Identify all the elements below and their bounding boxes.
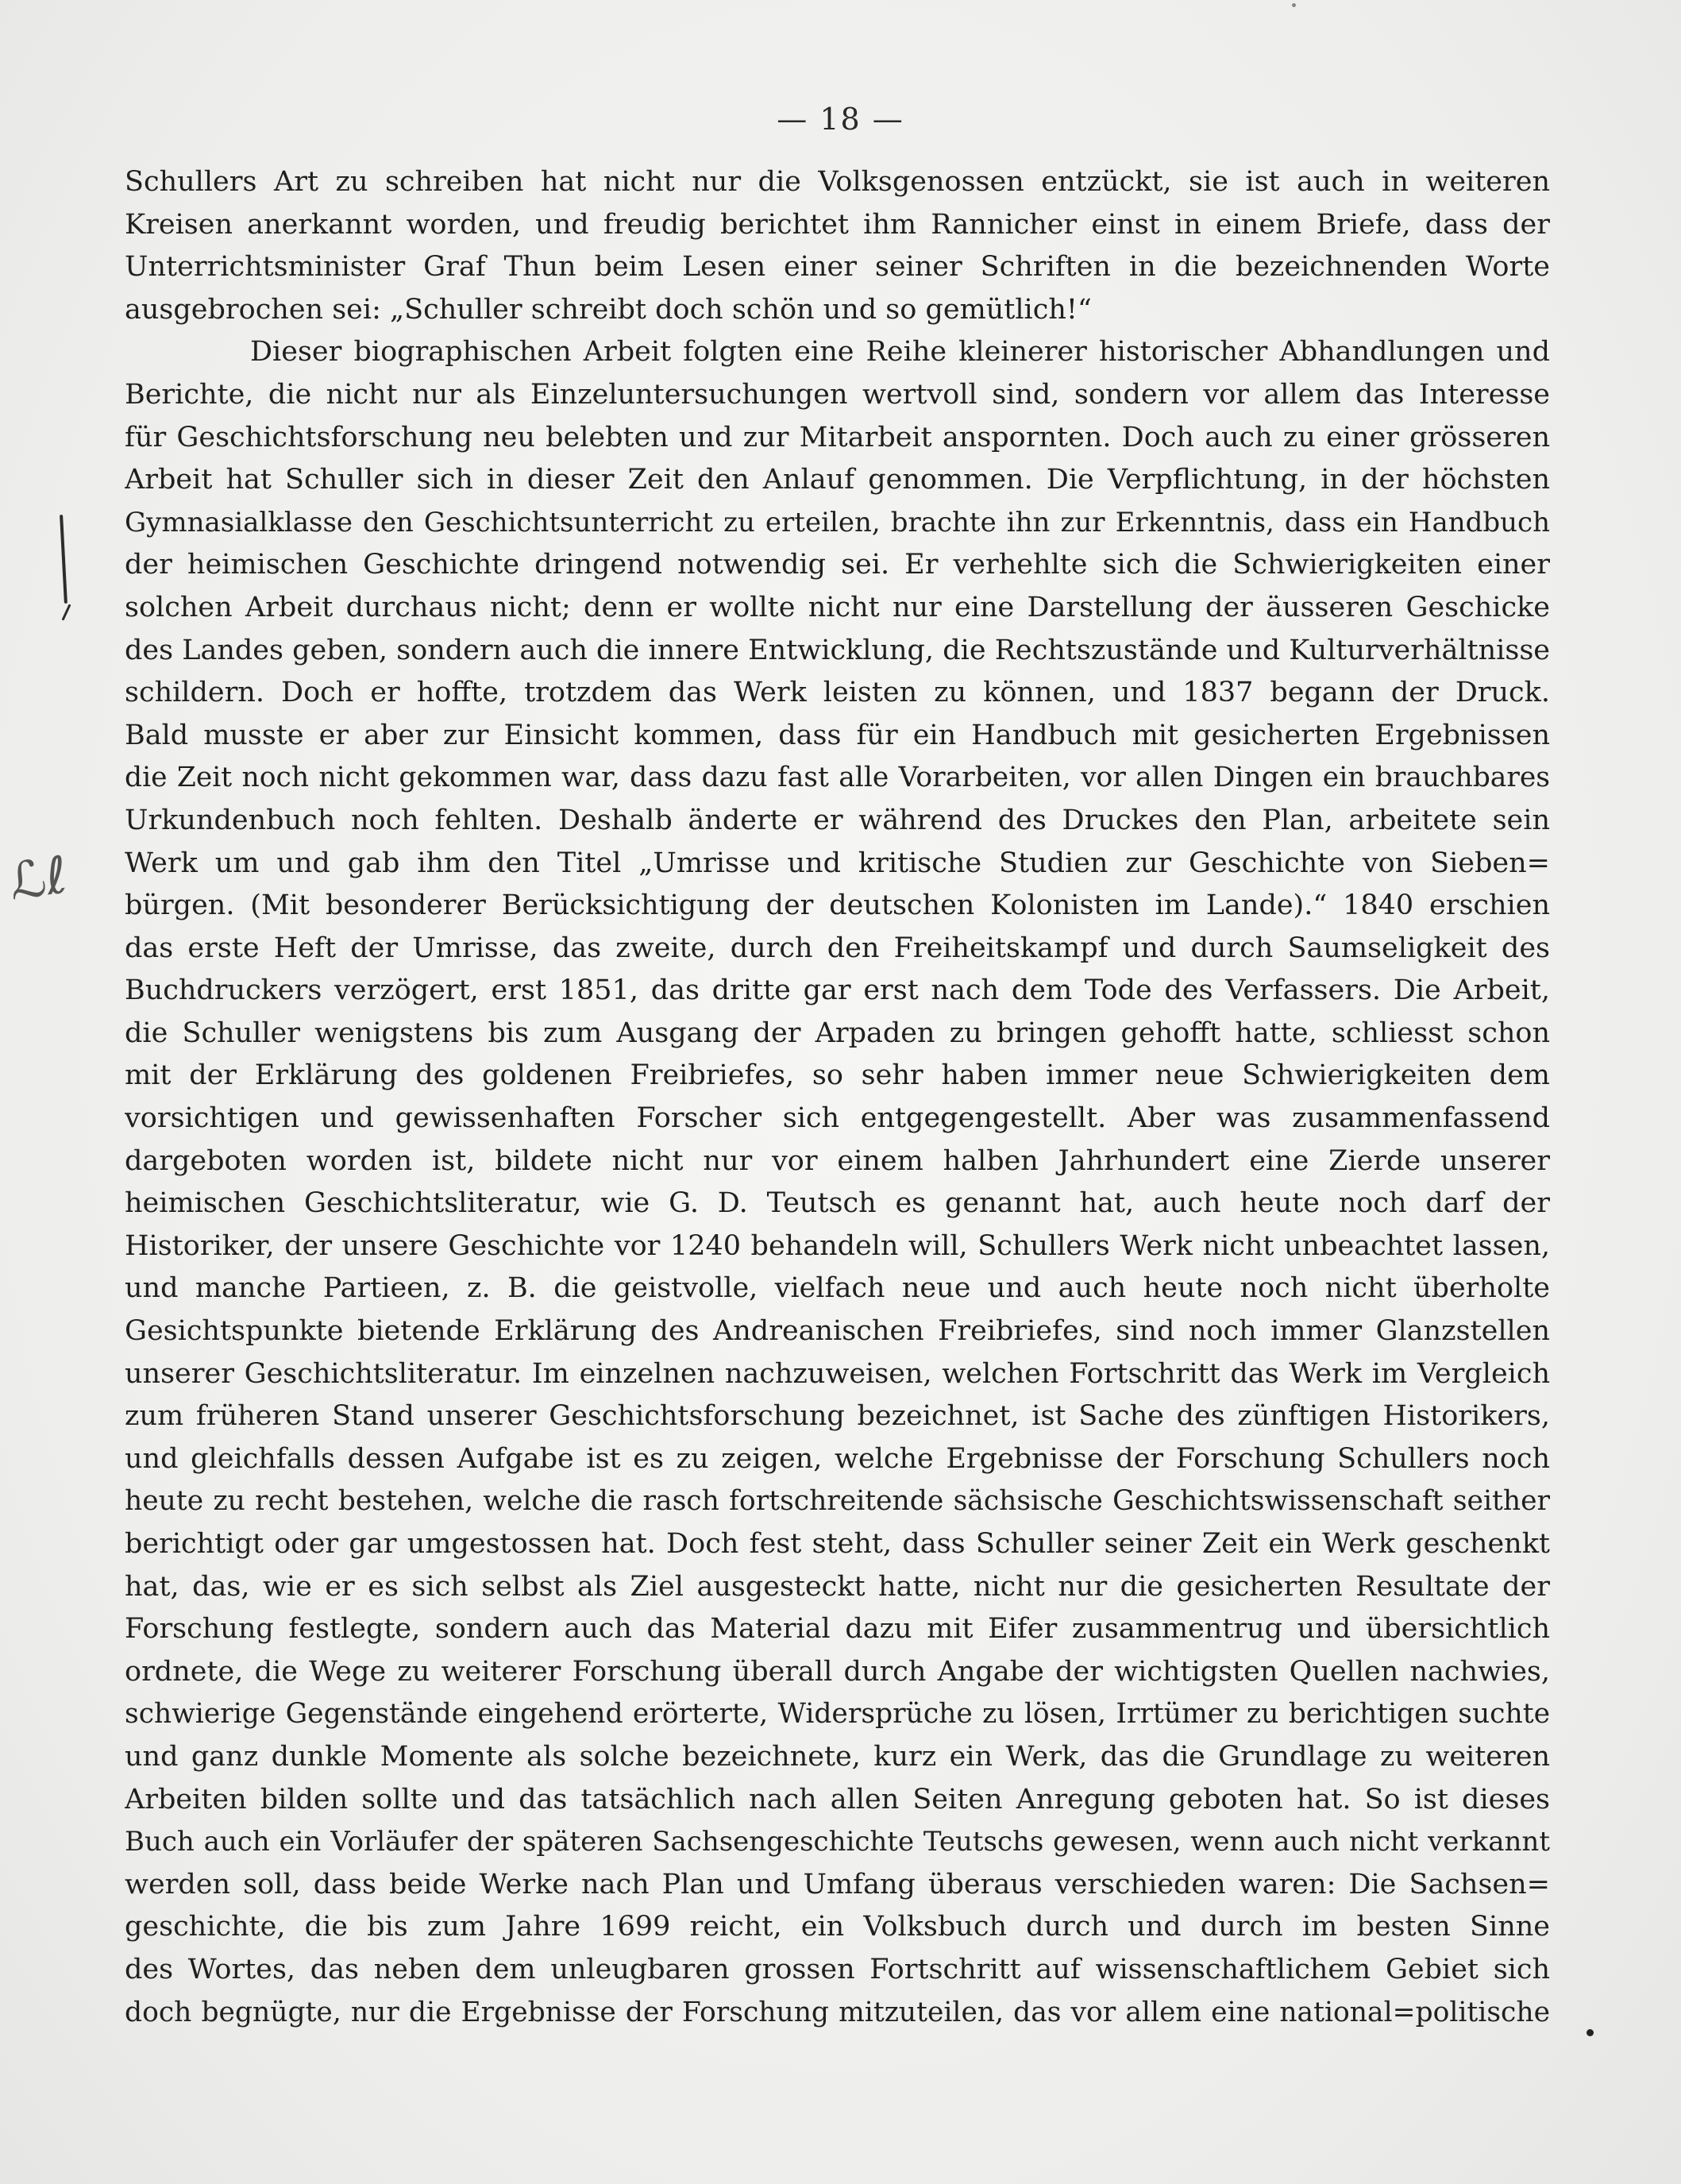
- text-line: schildern. Doch er hoffte, trotzdem das Werk leisten zu können, und 1837 begann der Druck.: [125, 677, 1550, 709]
- text-line: Forschung festlegte, sondern auch das Material dazu mit Eifer zusammentrug und übersichtlich: [125, 1613, 1550, 1646]
- text-line: zum früheren Stand unserer Geschichtsforschung bezeichnet, ist Sache des zünftigen Historikers,: [125, 1400, 1550, 1433]
- text-line: und gleichfalls dessen Aufgabe ist es zu zeigen, welche Ergebnisse der Forschung Schullers noch: [125, 1442, 1550, 1475]
- text-line: Arbeiten bilden sollte und das tatsächlich nach allen Seiten Anregung geboten hat. So ist dieses: [125, 1783, 1550, 1815]
- text-line: des Landes geben, sondern auch die innere Entwicklung, die Rechtszustände und Kulturverhältnisse: [125, 634, 1550, 666]
- text-line: heimischen Geschichtsliteratur, wie G. D. Teutsch es genannt hat, auch heute noch darf der: [125, 1187, 1550, 1220]
- text-line: und manche Partieen, z. B. die geistvolle, vielfach neue und auch heute noch nicht überholte: [125, 1272, 1550, 1305]
- text-line: für Geschichtsforschung neu belebten und zur Mitarbeit anspornten. Doch auch zu einer grösseren: [125, 421, 1550, 453]
- text-line: hat, das, wie er es sich selbst als Ziel ausgesteckt hatte, nicht nur die gesicherten Resultate der: [125, 1570, 1550, 1603]
- text-line: bürgen. (Mit besonderer Berücksichtigung der deutschen Kolonisten im Lande).“ 1840 erschien: [125, 889, 1550, 922]
- text-line: heute zu recht bestehen, welche die rasch fortschreitende sächsische Geschichtswissenschaft seither: [125, 1485, 1550, 1518]
- text-line: Werk um und gab ihm den Titel „Umrisse und kritische Studien zur Geschichte von Sieben=: [125, 847, 1550, 879]
- text-line: Berichte, die nicht nur als Einzeluntersuchungen wertvoll sind, sondern vor allem das Interesse: [125, 378, 1550, 411]
- margin-pencil-tick: [61, 604, 71, 620]
- body-text: [125, 161, 1550, 2034]
- text-line: dargeboten worden ist, bildete nicht nur vor einem halben Jahrhundert eine Zierde unserer: [125, 1144, 1550, 1177]
- text-line: der heimischen Geschichte dringend notwendig sei. Er verhehlte sich die Schwierigkeiten einer: [125, 549, 1550, 581]
- text-line: Buchdruckers verzögert, erst 1851, das dritte gar erst nach dem Tode des Verfassers. Die Arbeit,: [125, 974, 1550, 1007]
- text-line: des Wortes, das neben dem unleugbaren grossen Fortschritt auf wissenschaftlichem Gebiet sich: [125, 1953, 1550, 1985]
- text-line: doch begnügte, nur die Ergebnisse der Forschung mitzuteilen, das vor allem eine national=politische: [125, 1996, 1550, 2028]
- text-line: Schullers Art zu schreiben hat nicht nur die Volksgenossen entzückt, sie ist auch in weiteren: [125, 166, 1550, 198]
- text-line: schwierige Gegenstände eingehend erörterte, Widersprüche zu lösen, Irrtümer zu berichtigen suchte: [125, 1698, 1550, 1731]
- text-line: Urkundenbuch noch fehlten. Deshalb änderte er während des Druckes den Plan, arbeitete sein: [125, 804, 1550, 836]
- text-line: ausgebrochen sei: „Schuller schreibt doch schön und so gemütlich!“: [125, 293, 1092, 326]
- text-line: Kreisen anerkannt worden, und freudig berichtet ihm Rannicher einst in einem Briefe, dass der: [125, 208, 1550, 241]
- text-line: die Zeit noch nicht gekommen war, dass dazu fast alle Vorarbeiten, vor allen Dingen ein brauchbares: [125, 762, 1550, 794]
- paragraph-start-line: Dieser biographischen Arbeit folgten eine Reihe kleinerer historischer Abhandlungen und: [250, 336, 1550, 369]
- text-line: mit der Erklärung des goldenen Freibriefes, so sehr haben immer neue Schwierigkeiten dem: [125, 1059, 1550, 1092]
- margin-pencil-annotation: ℒℓ: [6, 846, 71, 913]
- ink-speck: [1587, 2029, 1594, 2036]
- text-line: Gymnasialklasse den Geschichtsunterricht zu erteilen, brachte ihn zur Erkenntnis, dass ein Handbuch: [125, 506, 1550, 538]
- text-line: Arbeit hat Schuller sich in dieser Zeit den Anlauf genommen. Die Verpflichtung, in der höchsten: [125, 464, 1550, 496]
- text-line: die Schuller wenigstens bis zum Ausgang der Arpaden zu bringen gehofft hatte, schliesst schon: [125, 1017, 1550, 1049]
- text-line: Historiker, der unsere Geschichte vor 1240 behandeln will, Schullers Werk nicht unbeachtet lassen,: [125, 1229, 1550, 1262]
- text-line: Gesichtspunkte bietende Erklärung des Andreanischen Freibriefes, sind noch immer Glanzstellen: [125, 1315, 1550, 1348]
- text-line: geschichte, die bis zum Jahre 1699 reicht, ein Volksbuch durch und durch im besten Sinne: [125, 1911, 1550, 1943]
- margin-pencil-bar: [60, 515, 67, 604]
- text-line: Buch auch ein Vorläufer der späteren Sachsengeschichte Teutschs gewesen, wenn auch nicht verkannt: [125, 1826, 1550, 1858]
- text-line: werden soll, dass beide Werke nach Plan und Umfang überaus verschieden waren: Die Sachsen=: [125, 1868, 1550, 1900]
- text-line: Unterrichtsminister Graf Thun beim Lesen einer seiner Schriften in die bezeichnenden Worte: [125, 251, 1550, 284]
- text-line: das erste Heft der Umrisse, das zweite, durch den Freiheitskampf und durch Saumseligkeit des: [125, 932, 1550, 964]
- text-line: Bald musste er aber zur Einsicht kommen, dass für ein Handbuch mit gesicherten Ergebnissen: [125, 719, 1550, 751]
- text-line: vorsichtigen und gewissenhaften Forscher sich entgegengestellt. Aber was zusammenfassend: [125, 1102, 1550, 1135]
- ink-speck: [1292, 3, 1296, 7]
- text-line: solchen Arbeit durchaus nicht; denn er wollte nicht nur eine Darstellung der äusseren Geschicke: [125, 591, 1550, 623]
- text-line: und ganz dunkle Momente als solche bezeichnete, kurz ein Werk, das die Grundlage zu weiteren: [125, 1740, 1550, 1773]
- text-line: berichtigt oder gar umgestossen hat. Doch fest steht, dass Schuller seiner Zeit ein Werk geschenkt: [125, 1528, 1550, 1560]
- text-line: ordnete, die Wege zu weiterer Forschung überall durch Angabe der wichtigsten Quellen nachwies,: [125, 1655, 1550, 1688]
- page-number: — 18 —: [777, 102, 904, 137]
- text-line: unserer Geschichtsliteratur. Im einzelnen nachzuweisen, welchen Fortschritt das Werk im Vergleich: [125, 1357, 1550, 1390]
